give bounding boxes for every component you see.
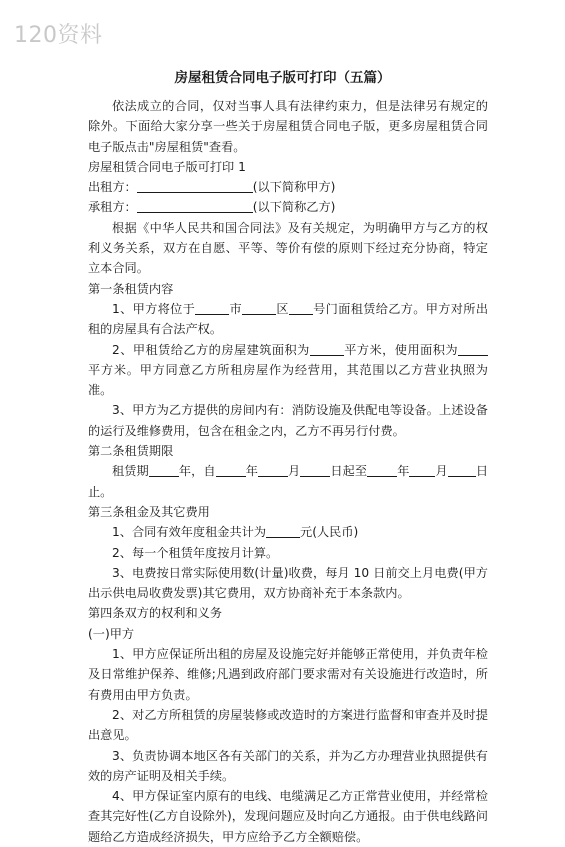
lessee-line — [88, 197, 488, 217]
end-year-blank — [367, 463, 397, 477]
clause-text: 租赁期 — [112, 464, 149, 479]
clause-text: 年 — [245, 464, 258, 479]
article-1-clause-1 — [88, 299, 488, 340]
clause-text: 1、甲方将位于 — [112, 301, 196, 316]
start-month-blank — [258, 463, 288, 477]
watermark: 120资料 — [14, 23, 103, 48]
article-3-heading: 第三条租金及其它费用 — [88, 504, 210, 519]
article-3-clause-2: 2、每一个租赁年度按月计算。 — [112, 545, 279, 560]
usable-area-blank — [458, 342, 488, 356]
article-2-heading: 第二条租赁期限 — [88, 444, 174, 459]
document-title: 房屋租赁合同电子版可打印（五篇） — [174, 70, 391, 86]
document-body — [88, 96, 488, 847]
article-4-clause-3: 3、负责协调本地区各有关部门的关系，并为乙方办理营业执照提供有效的房产证明及相关手续。 — [88, 748, 488, 783]
article-1-heading: 第一条租赁内容 — [88, 281, 174, 296]
clause-text: 2、甲租赁给乙方的房屋建筑面积为 — [112, 342, 310, 357]
article-4-clause-2: 2、对乙方所租赁的房屋装修或改造时的方案进行监督和审查并及时提出意见。 — [88, 707, 488, 743]
lessor-blank — [137, 179, 253, 193]
article-4-party-a: (一)甲方 — [88, 626, 135, 641]
city-blank — [195, 301, 229, 315]
start-day-blank — [300, 463, 330, 477]
clause-text: 月 — [435, 464, 448, 479]
clause-text: 年，自 — [178, 464, 216, 479]
clause-text: 日止。 — [88, 464, 489, 499]
district-blank — [242, 301, 276, 315]
contract-subtitle: 房屋租赁合同电子版可打印 1 — [88, 159, 246, 174]
end-day-blank — [448, 463, 476, 477]
clause-text: 平方米。甲方同意乙方所租房屋作为经营用，其范围以乙方营业执照为准。 — [88, 362, 488, 398]
article-3-clause-3: 3、电费按日常实际使用数(计量)收费，每月 10 日前交上月电费(甲方出示供电局收费发票)其它费用，双方协商补充于本条款内。 — [88, 565, 488, 601]
lessee-blank — [137, 199, 253, 213]
intro-paragraph: 依法成立的合同，仅对当事人具有法律约束力，但是法律另有规定的除外。下面给大家分享一些关于房屋租赁合同电子版，更多房屋租赁合同电子版点击"房屋租赁"查看。 — [88, 99, 488, 154]
term-years-blank — [149, 463, 179, 477]
clause-text: 年 — [397, 464, 410, 479]
clause-text: 平方米，使用面积为 — [343, 342, 458, 357]
article-1-clause-3: 3、甲方为乙方提供的房间内有：消防设施及供配电等设备。上述设备的运行及维修费用，包含在租金之内，乙方不再另行付费。 — [88, 403, 488, 438]
building-area-blank — [310, 342, 344, 356]
end-month-blank — [409, 463, 435, 477]
article-4-clause-1: 1、甲方应保证所出租的房屋及设施完好并能够正常使用，并负责年检及日常维护保养、维修;凡遇到政府部门要求需对有关设施进行改造时，所有费用由甲方负责。 — [88, 647, 488, 702]
lessor-suffix: (以下简称甲方) — [252, 180, 336, 195]
article-3-clause-1 — [88, 522, 488, 542]
preamble-paragraph: 根据《中华人民共和国合同法》及有关规定，为明确甲方与乙方的权利义务关系，双方在自愿、平等、等价有偿的原则下经过充分协商，特定立本合同。 — [88, 220, 488, 276]
article-4-heading: 第四条双方的权利和义务 — [88, 606, 223, 621]
clause-text: 号门面租赁给乙方。甲方对所出租的房屋具有合法产权。 — [88, 301, 489, 337]
lessee-label: 承租方： — [88, 200, 137, 215]
lessor-label: 出租方： — [88, 180, 137, 195]
rent-amount-blank — [266, 524, 300, 538]
number-blank — [289, 301, 313, 315]
clause-text: 区 — [276, 301, 289, 316]
clause-text: 月 — [287, 464, 301, 479]
article-1-clause-2 — [88, 340, 488, 401]
clause-text: 1、合同有效年度租金共计为 — [112, 525, 267, 540]
clause-text: 日起至 — [330, 464, 368, 479]
article-4-clause-4: 4、甲方保证室内原有的电线、电缆满足乙方正常营业使用，并经常检查其完好性(乙方自设除外)，发现问题应及时向乙方通报。由于供电线路问题给乙方造成经济损失，甲方应给予乙方全额赔偿。 — [88, 789, 488, 844]
lessee-suffix: (以下简称乙方) — [252, 200, 336, 215]
lessor-line — [88, 177, 488, 197]
clause-text: 元(人民币) — [300, 525, 359, 540]
article-2-period — [88, 461, 488, 502]
start-year-blank — [216, 463, 246, 477]
clause-text: 市 — [229, 301, 242, 316]
